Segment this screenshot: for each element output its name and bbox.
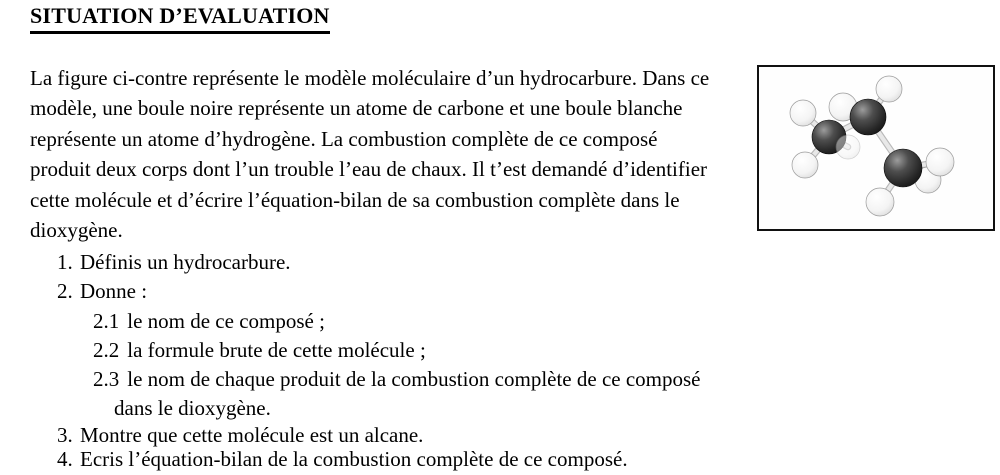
- question-text: le nom de chaque produit de la combustion complète de ce composé: [127, 367, 701, 391]
- question-number: 2.3: [93, 367, 120, 391]
- hydrogen-atom: [926, 148, 954, 176]
- intro-line: dioxygène.: [30, 218, 123, 243]
- question-number: 2.2: [93, 338, 120, 362]
- question-text: la formule brute de cette molécule ;: [127, 338, 426, 362]
- carbon-atom: [850, 99, 886, 135]
- hydrogen-atom: [792, 152, 818, 178]
- hydrogen-atom: [836, 135, 860, 159]
- question-number: 4.: [57, 447, 73, 471]
- question-text: Définis un hydrocarbure.: [80, 250, 291, 274]
- intro-line: cette molécule et d’écrire l’équation-bilan de sa combustion complète dans le: [30, 187, 680, 212]
- question-text: Ecris l’équation-bilan de la combustion complète de ce composé.: [80, 447, 628, 471]
- question-item-2-1: [93, 309, 325, 334]
- hydrogen-atom: [876, 76, 902, 102]
- question-item-2: [57, 279, 147, 304]
- intro-paragraph: [30, 63, 709, 245]
- molecule-figure-frame: [757, 65, 995, 231]
- page-title: SITUATION D’EVALUATION: [30, 3, 330, 34]
- question-text: Montre que cette molécule est un alcane.: [80, 423, 424, 447]
- intro-line: La figure ci-contre représente le modèle moléculaire d’un hydrocarbure. Dans ce: [30, 66, 710, 90]
- question-number: 3.: [57, 423, 73, 447]
- question-number: 1.: [57, 250, 73, 274]
- intro-line: représente un atome d’hydrogène. La combustion complète de ce composé: [30, 126, 658, 151]
- hydrogen-atom: [790, 100, 816, 126]
- question-item-1: [57, 250, 291, 275]
- carbon-atom: [884, 149, 922, 187]
- question-item-3: [57, 423, 423, 448]
- intro-line: modèle, une boule noire représente un atome de carbone et une boule blanche: [30, 96, 683, 121]
- question-item-2-3-continuation: dans le dioxygène.: [114, 396, 271, 420]
- question-item-4: [57, 447, 628, 472]
- question-number: 2.1: [93, 309, 120, 333]
- question-item-2-3: [93, 367, 700, 392]
- question-number: 2.: [57, 279, 73, 303]
- hydrogen-atom: [866, 188, 894, 216]
- molecular-model-image: [759, 67, 993, 229]
- question-text: le nom de ce composé ;: [127, 309, 325, 333]
- question-text: Donne :: [80, 279, 148, 303]
- intro-line: produit deux corps dont l’un trouble l’eau de chaux. Il t’est demandé d’identifier: [30, 157, 708, 182]
- question-item-2-2: [93, 338, 426, 363]
